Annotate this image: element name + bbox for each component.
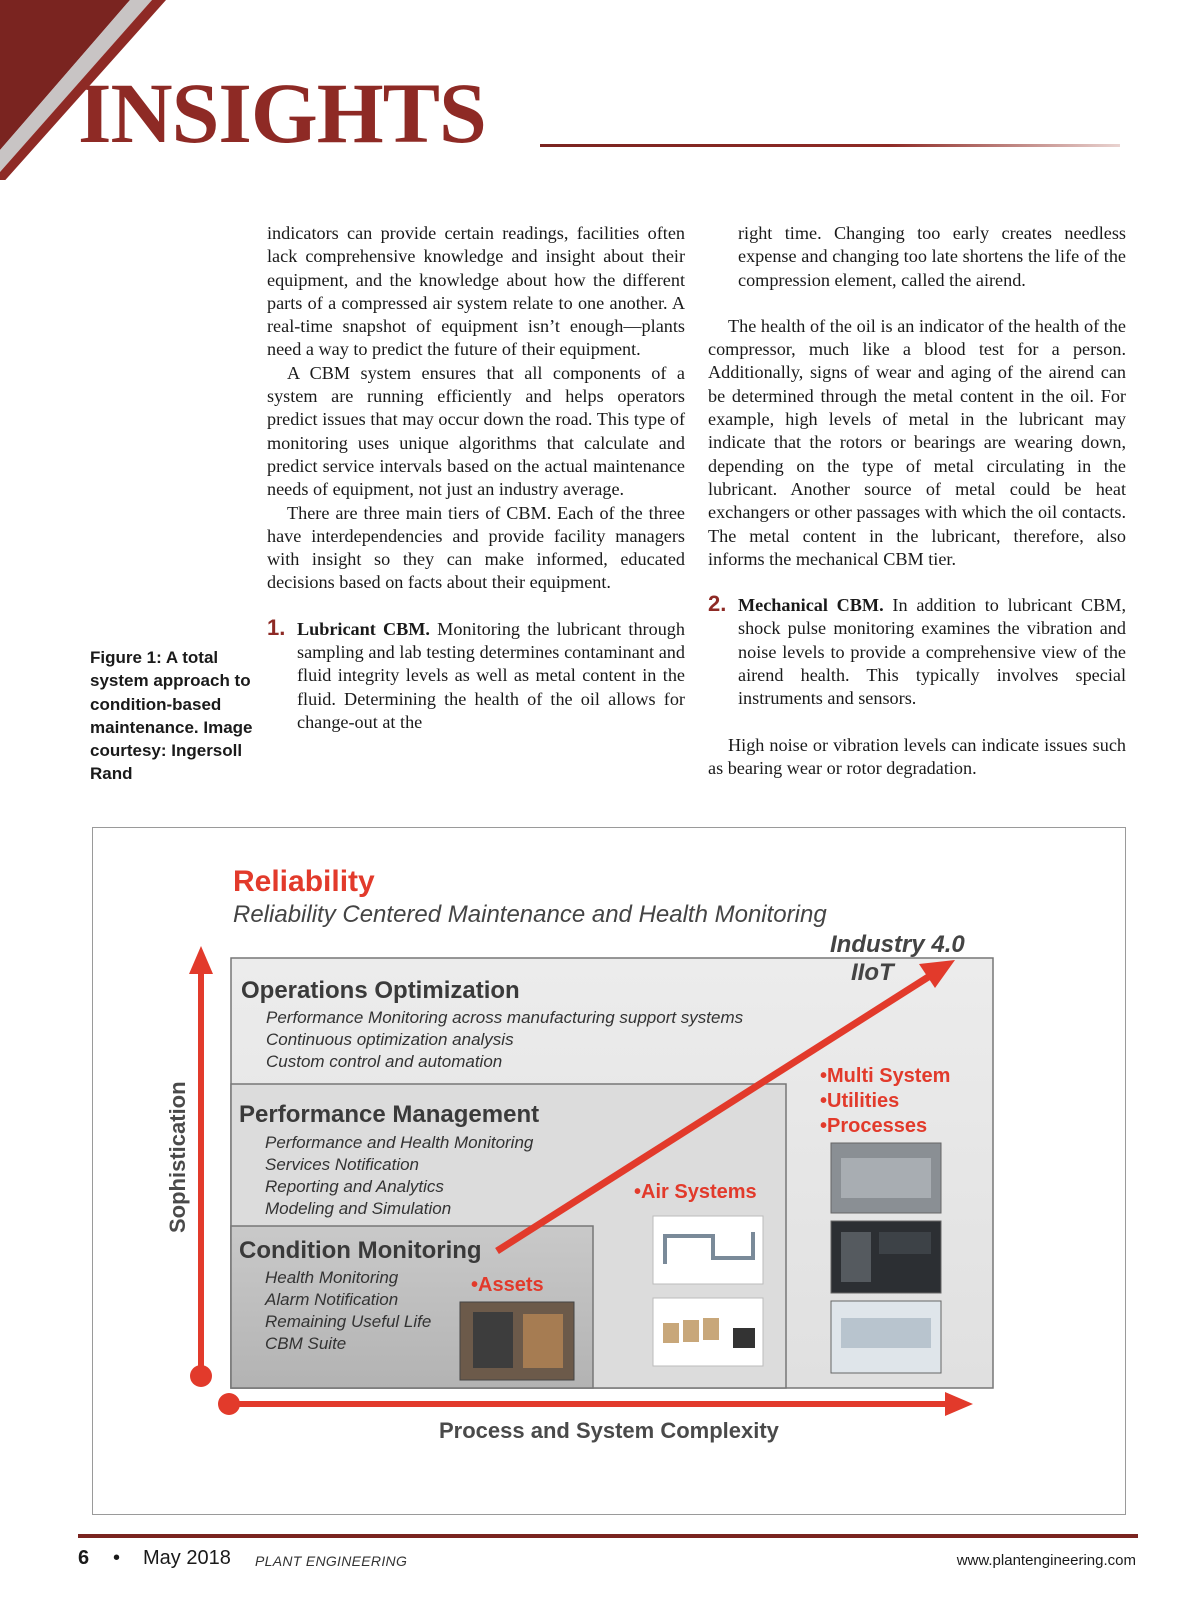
y-axis-arrowhead <box>189 946 213 974</box>
header-rule <box>540 144 1120 147</box>
col2-paragraph-2: The health of the oil is an indicator of the health of the compressor, much like a blood test for a person. Additionally, signs of wear and aging of the airend can be determined through the metal content in the oil. For example, high levels of metal in the lubricant may indicate that the rotors or bearings are wearing down, depending on the type of metal circulating in the lubricant. Another source of metal could be heat exchangers or other passages with which the oil contacts. The metal content in the lubricant, therefore, also informs the mechanical CBM tier. <box>708 315 1126 569</box>
x-axis-label: Process and System Complexity <box>439 1418 779 1443</box>
list-item-text: In addition to lubricant CBM, shock pulse monitoring examines the vibration and noise levels to provide a comprehensive view of the airend health. This typically involves special instruments and sensors. <box>738 595 1126 709</box>
assets-label: •Assets <box>471 1274 544 1296</box>
air-systems-label: •Air Systems <box>634 1181 757 1203</box>
tier1-item-1: Health Monitoring <box>265 1268 399 1287</box>
spacer <box>267 595 685 618</box>
website-url: www.plantengineering.com <box>956 1552 1136 1569</box>
page-number: 6 <box>78 1547 90 1569</box>
tier1-title: Condition Monitoring <box>239 1237 482 1264</box>
text-column-1 <box>267 222 685 734</box>
utilities-label: •Utilities <box>820 1090 900 1112</box>
figure-1 <box>92 827 1126 1515</box>
reliability-diagram <box>93 828 1125 1514</box>
tier3-item-3: Custom control and automation <box>266 1052 503 1071</box>
spacer <box>708 292 1126 315</box>
y-axis-origin-dot <box>190 1365 212 1387</box>
air-systems-piping-image <box>653 1216 763 1284</box>
figure-caption: Figure 1: A total system approach to condition-based maintenance. Image courtesy: Ingersoll Rand <box>90 648 253 784</box>
x-axis-origin-dot <box>218 1393 240 1415</box>
y-axis-label: Sophistication <box>165 1081 190 1233</box>
issue-date: May 2018 <box>143 1547 231 1569</box>
tier3-item-2: Continuous optimization analysis <box>266 1030 514 1049</box>
footer-bullet: • <box>113 1547 121 1569</box>
publication-name: PLANT ENGINEERING <box>255 1553 408 1569</box>
tier1-item-4: CBM Suite <box>265 1334 347 1353</box>
list-item-text: Monitoring the lubricant through sampling and lab testing determines contaminant and fluid integrity levels as well as metal content in the fluid. Determining the health of the oil allows for change-out at the <box>297 618 685 732</box>
col1-paragraph-2: A CBM system ensures that all components of a system are running efficiently and helps operators predict issues that may occur down the road. This type of monitoring uses unique algorithms that calculate and predict service intervals based on the actual maintenance needs of equipment, not just an industry average. <box>267 362 685 500</box>
multi-system-label: •Multi System <box>820 1065 951 1087</box>
x-axis-arrowhead <box>945 1392 973 1416</box>
col2-paragraph-3: High noise or vibration levels can indicate issues such as bearing wear or rotor degradation. <box>708 734 1126 778</box>
col1-paragraph-3: There are three main tiers of CBM. Each of the three have interdependencies and provide facility managers with insight so they can make informed, educated decisions based on facts about their equipment. <box>267 502 685 593</box>
tier1-item-3: Remaining Useful Life <box>265 1312 432 1331</box>
tier2-item-2: Services Notification <box>265 1155 420 1174</box>
tier2-title: Performance Management <box>239 1101 540 1128</box>
text-column-2 <box>708 222 1126 780</box>
tier2-item-4: Modeling and Simulation <box>265 1199 452 1218</box>
tier3-title: Operations Optimization <box>241 977 520 1004</box>
footer-rule <box>78 1534 1138 1538</box>
list-number: 1. <box>267 614 286 640</box>
figure-subtitle: Reliability Centered Maintenance and Health Monitoring <box>233 901 827 928</box>
industry-label-line1: Industry 4.0 <box>830 931 965 958</box>
tier2-item-1: Performance and Health Monitoring <box>265 1133 534 1152</box>
tier1-item-2: Alarm Notification <box>265 1290 399 1309</box>
col1-paragraph-1: indicators can provide certain readings, facilities often lack comprehensive knowledge and insight about their equipment, and the knowledge about how the different parts of a compressed air system relate to one another. A real-time snapshot of equipment isn’t enough—plants need a way to predict the future of their equipment. <box>267 223 685 360</box>
tier2-item-3: Reporting and Analytics <box>265 1177 444 1196</box>
spacer <box>708 711 1126 734</box>
list-item-lead: Lubricant CBM. <box>297 618 430 639</box>
industry-label-line2: IIoT <box>851 959 894 986</box>
tier3-item-1: Performance Monitoring across manufacturing support systems <box>266 1008 744 1027</box>
figure-title: Reliability <box>233 865 375 898</box>
list-item-lead: Mechanical CBM. <box>738 595 884 616</box>
list-number: 2. <box>708 591 727 617</box>
list-item-mechanical <box>708 591 1126 710</box>
section-title: INSIGHTS <box>78 65 486 161</box>
list-item-lubricant <box>267 614 685 734</box>
spacer <box>708 571 1126 594</box>
col2-paragraph-1: right time. Changing too early creates needless expense and changing too late shortens the life of the compression element, called the airend. <box>738 223 1126 290</box>
processes-label: •Processes <box>820 1115 928 1137</box>
